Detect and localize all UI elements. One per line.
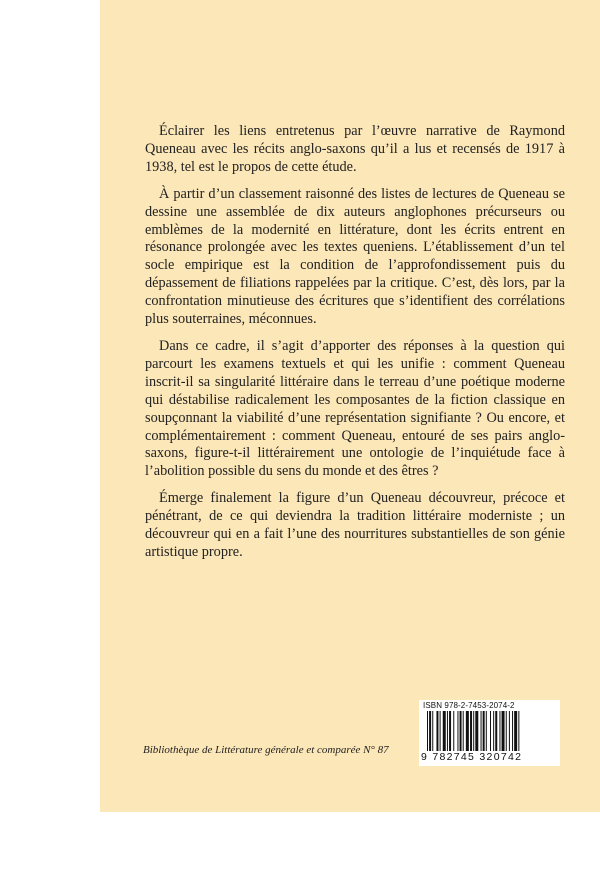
- series-title: Bibliothèque de Littérature générale et comparée N° 87: [143, 744, 389, 756]
- barcode-box: [419, 700, 560, 766]
- paragraph-4: Émerge finalement la figure d’un Queneau découvreur, précoce et pénétrant, de ce qui deviendra la tradition littéraire moderniste ; un découvreur qui en a fait l’une des nourritures substantielles de son génie artistique propre.: [145, 490, 565, 560]
- paragraph-2: À partir d’un classement raisonné des listes de lectures de Queneau se dessine une assemblée de dix auteurs anglophones précurseurs ou emblèmes de la modernité en littérature, dont les écrits entrent en résonance prolongée avec les textes queniens. L’établissement d’un tel socle empirique est la condition de l’approfondissement puis du dépassement de filiations rappelées par la critique. C’est, dès lors, par la confrontation minutieuse des écritures que s’identifient des corrélations plus souterraines, méconnues.: [145, 185, 565, 328]
- blurb-text: [145, 123, 565, 571]
- paragraph-3: Dans ce cadre, il s’agit d’apporter des réponses à la question qui parcourt les examens textuels et qui les unifie : comment Queneau inscrit-il sa singularité littéraire dans le terreau d’une poétique moderne qui déstabilise radicalement les composantes de la fiction classique en soupçonnant la viabilité d’une représentation signifiante ? Ou encore, et complémentairement : comment Queneau, entouré de ses pairs anglo-saxons, figure-t-il littérairement une ontologie de l’inquiétude face à l’abolition possible du sens du monde et des êtres ?: [145, 337, 565, 480]
- barcode-number: 9 782745 320742: [421, 751, 523, 763]
- barcode-icon: [427, 711, 555, 755]
- isbn-label: ISBN 978-2-7453-2074-2: [423, 701, 515, 710]
- paragraph-1: Éclairer les liens entretenus par l’œuvre narrative de Raymond Queneau avec les récits anglo-saxons qu’il a lus et recensés de 1917 à 1938, tel est le propos de cette étude.: [145, 123, 565, 175]
